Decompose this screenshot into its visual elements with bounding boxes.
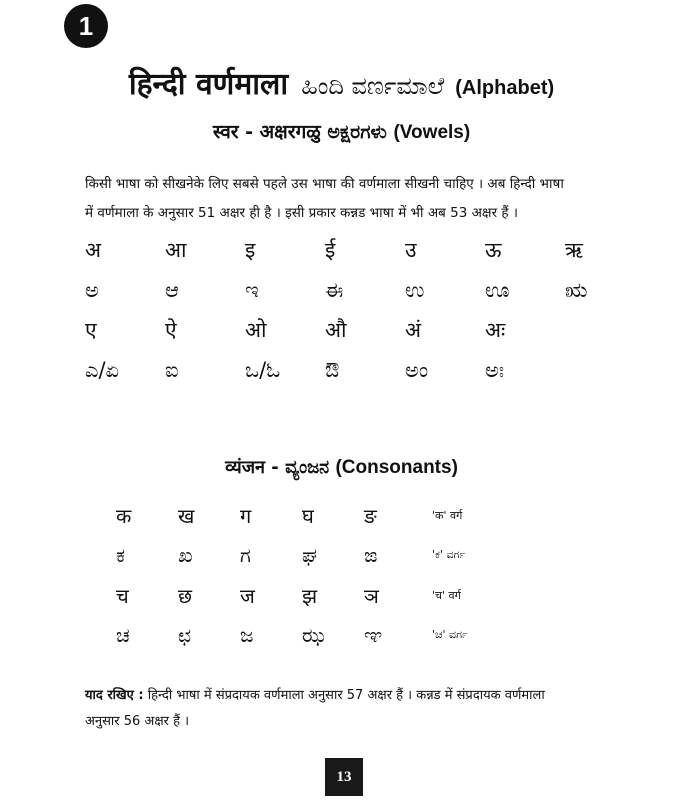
consonant-letter: ಗ — [240, 543, 251, 567]
intro-paragraph — [85, 170, 615, 228]
consonant-letter: ಛ — [178, 623, 192, 647]
note-text: हिन्दी भाषा में संप्रदायक वर्णमाला अनुसार 57 अक्षर हैं । कन्नड में संप्रदायक वर्णमाला — [143, 688, 545, 703]
vowel-letter: ಅಃ — [485, 357, 505, 382]
vowel-letter: ಋ — [565, 277, 588, 302]
vowel-letter: औ — [325, 318, 347, 342]
consonants-heading-english: (Consonants) — [335, 457, 458, 478]
vowel-row-hindi — [85, 230, 645, 270]
consonant-letter: ग — [240, 503, 252, 528]
consonant-letter: घ — [302, 503, 314, 528]
consonant-letter: ञ — [364, 583, 379, 608]
note-line — [85, 683, 625, 709]
vowel-letter: ಐ — [165, 357, 179, 382]
consonant-letter: झ — [302, 583, 318, 608]
consonant-grid — [116, 495, 468, 655]
consonant-letter: क — [116, 503, 132, 528]
varga-label: 'ಚ' ವರ್ಗ — [432, 628, 468, 641]
varga-label: 'क' वर्ग — [432, 508, 463, 522]
intro-line: किसी भाषा को सीखनेके लिए सबसे पहले उस भाषा की वर्णमाला सीखनी चाहिए । अब हिन्दी भाषा — [85, 176, 564, 192]
consonant-row-kannada — [116, 615, 468, 655]
vowel-letter: ಒ/ಓ — [245, 357, 281, 382]
consonant-letter: ख — [178, 503, 195, 528]
vowel-letter: ಅಂ — [405, 357, 429, 382]
consonant-letter: ಙ — [364, 543, 378, 567]
vowel-letter: ई — [325, 238, 336, 262]
vowel-letter: ए — [85, 318, 97, 342]
vowel-letter: उ — [405, 238, 417, 262]
vowels-heading-hindi: स्वर - अक्षरगळु — [212, 121, 321, 143]
consonants-heading-hindi: व्यंजन - — [225, 457, 279, 478]
consonant-row-kannada — [116, 535, 468, 575]
consonant-letter: च — [116, 583, 129, 608]
vowel-letter: ಇ — [245, 277, 259, 302]
vowel-letter: अ — [85, 238, 102, 262]
vowels-heading-english: (Vowels) — [393, 122, 471, 143]
vowel-grid — [85, 230, 645, 390]
consonant-letter: ಜ — [240, 623, 254, 647]
vowel-letter: ओ — [245, 318, 267, 342]
consonant-letter: छ — [178, 583, 193, 608]
page-title — [0, 62, 683, 103]
consonant-letter: ಘ — [302, 543, 318, 567]
vowel-letter: ಎ/ಏ — [85, 357, 120, 382]
vowels-heading — [0, 118, 683, 144]
consonant-letter: ज — [240, 583, 255, 608]
consonant-letter: ङ — [364, 503, 377, 528]
consonant-row-hindi — [116, 495, 468, 535]
vowels-heading-kannada: ಅಕ್ಷರಗಳು — [327, 121, 387, 143]
varga-label: 'च' वर्ग — [432, 588, 461, 602]
consonant-letter: ಕ — [116, 543, 125, 567]
vowel-letter: अं — [405, 318, 422, 342]
remember-note — [85, 683, 625, 735]
title-hindi: हिन्दी वर्णमाला — [128, 67, 289, 102]
consonant-letter: ಖ — [178, 543, 193, 567]
intro-line: में वर्णमाला के अनुसार 51 अक्षर ही है । इसी प्रकार कन्नड भाषा में भी अब 53 अक्षर हैं । — [85, 205, 519, 221]
vowel-row-hindi — [85, 310, 645, 350]
vowel-letter: ऋ — [565, 238, 583, 262]
vowel-letter: ಔ — [325, 357, 340, 382]
consonant-row-hindi — [116, 575, 468, 615]
consonant-letter: ಝ — [302, 623, 325, 647]
consonants-heading-kannada: ವ್ಯಂಜನ — [285, 457, 330, 478]
title-english: (Alphabet) — [455, 77, 555, 99]
varga-label: 'ಕ' ವರ್ಗ — [432, 548, 466, 561]
title-kannada: ಹಿಂದಿ ವರ್ಣಮಾಲೆ — [301, 72, 445, 100]
note-line: अनुसार 56 अक्षर हैं । — [85, 714, 190, 729]
vowel-letter: ಆ — [165, 277, 179, 302]
consonant-letter: ಞ — [364, 623, 383, 647]
vowel-row-kannada — [85, 350, 645, 390]
vowel-letter: ಊ — [485, 277, 510, 302]
vowel-row-kannada — [85, 270, 645, 310]
vowel-letter: ಈ — [325, 277, 344, 302]
consonant-letter: ಚ — [116, 623, 130, 647]
vowel-letter: इ — [245, 238, 256, 262]
vowel-letter: ಉ — [405, 277, 425, 302]
vowel-letter: ಅ — [85, 277, 99, 302]
note-label: याद रखिए : — [85, 688, 144, 703]
vowel-letter: ऐ — [165, 318, 177, 342]
page-number: 13 — [325, 758, 363, 796]
vowel-letter: ऊ — [485, 238, 502, 262]
vowel-letter: आ — [165, 238, 187, 262]
consonants-heading — [0, 455, 683, 479]
chapter-number-badge: 1 — [64, 4, 108, 48]
vowel-letter: अः — [485, 318, 506, 342]
